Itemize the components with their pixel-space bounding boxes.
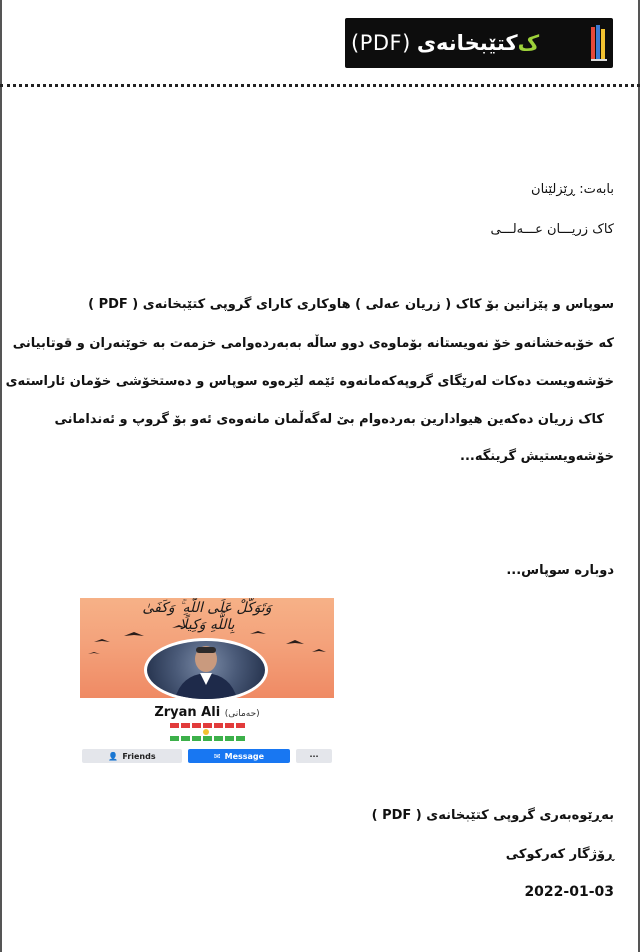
profile-name-text: Zryan Ali bbox=[154, 705, 221, 720]
badges-icon bbox=[168, 721, 248, 745]
profile-nickname: (حەمانی) bbox=[224, 709, 260, 719]
cover-verse-line-1: وَتَوَكَّلْ عَلَى اللَّهِ ۚ وَكَفَىٰ bbox=[142, 600, 272, 616]
thanks-again: دوبارە سوپاس... bbox=[506, 563, 614, 578]
profile-name bbox=[80, 705, 334, 720]
more-button: ··· bbox=[296, 749, 332, 763]
body-line-3: خۆشەویست دەکات لەرێگای گروپەکەمانەوە ئێمە لێرەوە سوپاس و دەستخۆشی خۆمان ئاراستەی bbox=[5, 374, 614, 389]
person-icon bbox=[147, 641, 265, 699]
recipient-line: کاک زریـــان عـــەلـــی bbox=[490, 222, 614, 237]
body-line-4: کاک زریان دەکەین هیوادارین بەردەوام بێ لەگەڵمان مانەوەی ئەو بۆ گروپ و ئەندامانی bbox=[54, 412, 604, 427]
logo-green-letter: ک bbox=[517, 31, 540, 55]
messenger-icon: ✉ bbox=[213, 751, 221, 761]
friends-label: Friends bbox=[122, 751, 156, 761]
signature-name: ڕۆژگار کەرکوکی bbox=[505, 847, 614, 862]
avatar-photo bbox=[147, 641, 265, 699]
friends-button bbox=[82, 749, 182, 763]
header-divider bbox=[0, 84, 640, 87]
body-line-5: خۆشەویستیش گرینگە... bbox=[460, 449, 614, 464]
body-line-1: سوپاس و پێزانین بۆ کاک ( زریان عەلی ) هاوکاری کارای گروپی کتێبخانەی ( PDF ) bbox=[88, 297, 614, 312]
logo-pdf-text: (PDF) bbox=[351, 31, 411, 55]
signature-title: بەڕێوەبەری گروپی کتێبخانەی ( PDF ) bbox=[371, 808, 614, 823]
letter-date: 2022-01-03 bbox=[524, 884, 614, 900]
cover-verse bbox=[80, 600, 334, 634]
message-label: Message bbox=[224, 751, 265, 761]
body-line-2: کە خۆبەخشانەو خۆ نەویستانە بۆماوەی دوو ساڵە بەبەردەوامی خزمەت بە خوێنەران و قوتابیانی bbox=[12, 336, 614, 351]
cover-verse-line-2: بِاللَّهِ وَكِيلًا bbox=[179, 617, 235, 633]
books-icon bbox=[591, 25, 607, 61]
message-button bbox=[188, 749, 290, 763]
subject-line: بابەت: ڕێزلێنان bbox=[531, 182, 614, 197]
library-logo bbox=[345, 18, 613, 68]
logo-word-text: کتێبخانەی bbox=[416, 31, 518, 55]
left-border bbox=[0, 0, 2, 952]
profile-card-screenshot bbox=[80, 598, 334, 768]
friends-icon: 👤 bbox=[108, 751, 119, 761]
avatar bbox=[144, 638, 268, 702]
